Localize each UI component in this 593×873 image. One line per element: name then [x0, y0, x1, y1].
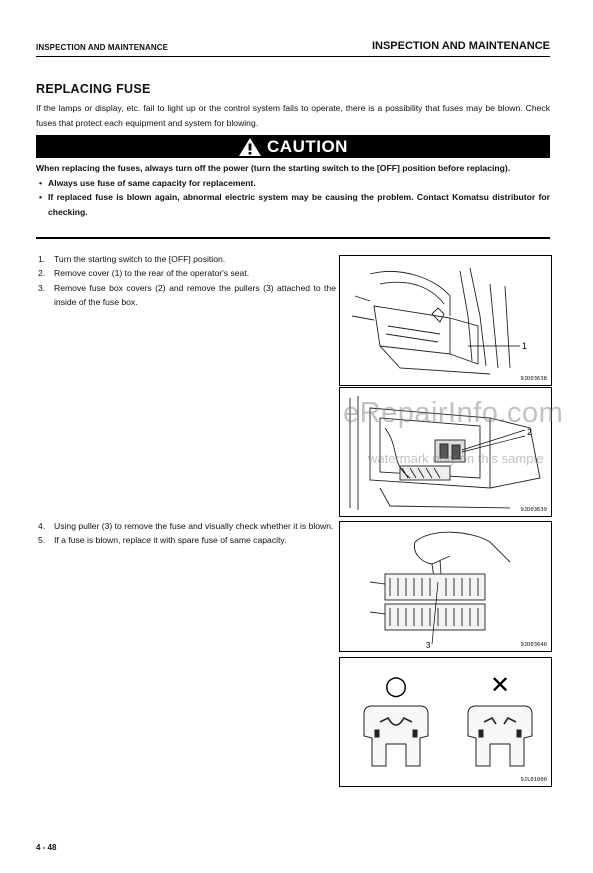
- figure-code: 9JD03638: [520, 376, 547, 382]
- watermark-text: eRepairInfo.com: [343, 397, 564, 429]
- figure-callout: 1: [522, 341, 528, 351]
- bullet-icon: •: [39, 192, 43, 202]
- section-title: REPLACING FUSE: [36, 82, 151, 96]
- step-item: 3. Remove fuse box covers (2) and remove the pullers (3) attached to the inside of the fuse box.: [38, 282, 336, 307]
- header-left-title: INSPECTION AND MAINTENANCE: [36, 43, 169, 52]
- header-divider: [36, 56, 550, 57]
- good-fuse-icon: [364, 706, 428, 766]
- figure-code: 9JD03639: [520, 507, 547, 513]
- cover-illustration: [340, 256, 551, 385]
- step-list-2: [36, 519, 336, 548]
- figure-code: 9JD03640: [520, 642, 547, 648]
- page-number: 4 - 48: [36, 843, 57, 852]
- figure-puller: [339, 521, 552, 652]
- figure-fuse-comparison: [339, 657, 552, 787]
- blown-fuse-icon: [468, 706, 532, 766]
- figure-code: 9JL01000: [520, 777, 547, 783]
- good-fuse-symbol: ○: [384, 671, 408, 701]
- bullet-icon: •: [39, 177, 43, 188]
- caution-bullet: • Always use fuse of same capacity for replacement.: [36, 176, 550, 191]
- step-item: 5. If a fuse is blown, replace it with spare fuse of same capacity.: [38, 535, 287, 546]
- figure-callout: 2: [527, 427, 533, 437]
- fuse-comparison-illustration: [340, 658, 551, 786]
- caution-divider: [36, 237, 550, 239]
- caution-text: [36, 161, 550, 219]
- bad-fuse-symbol: ✕: [489, 671, 511, 699]
- caution-bullet: • If replaced fuse is blown again, abnormal electric system may be causing the problem. Contact Komatsu distributor for checking.: [39, 192, 550, 217]
- figure-cover-location: [339, 255, 552, 386]
- caution-lead: When replacing the fuses, always turn off the power (turn the starting switch to the [OFF] position before replacing).: [36, 163, 511, 173]
- step-list-1: [36, 252, 336, 309]
- step-item: 1. Turn the starting switch to the [OFF] position.: [38, 254, 226, 264]
- watermark-subtext: watermark only on this sample: [368, 451, 544, 466]
- step-item: 4. Using puller (3) to remove the fuse and visually check whether it is blown.: [38, 521, 334, 531]
- caution-bullet-list: [36, 176, 550, 220]
- puller-illustration: [340, 522, 551, 651]
- caution-label: CAUTION: [267, 136, 348, 156]
- caution-banner: [36, 135, 550, 158]
- warning-triangle-icon: [238, 137, 262, 157]
- figure-callout: 3: [426, 641, 431, 650]
- header-right-title: INSPECTION AND MAINTENANCE: [371, 40, 550, 52]
- step-item: 2. Remove cover (1) to the rear of the operator's seat.: [38, 268, 250, 279]
- section-intro: If the lamps or display, etc. fail to light up or the control system fails to operate, there is a possibility that fuses may be blown. Check fuses that protect each equipment and system for blowing.: [36, 103, 550, 128]
